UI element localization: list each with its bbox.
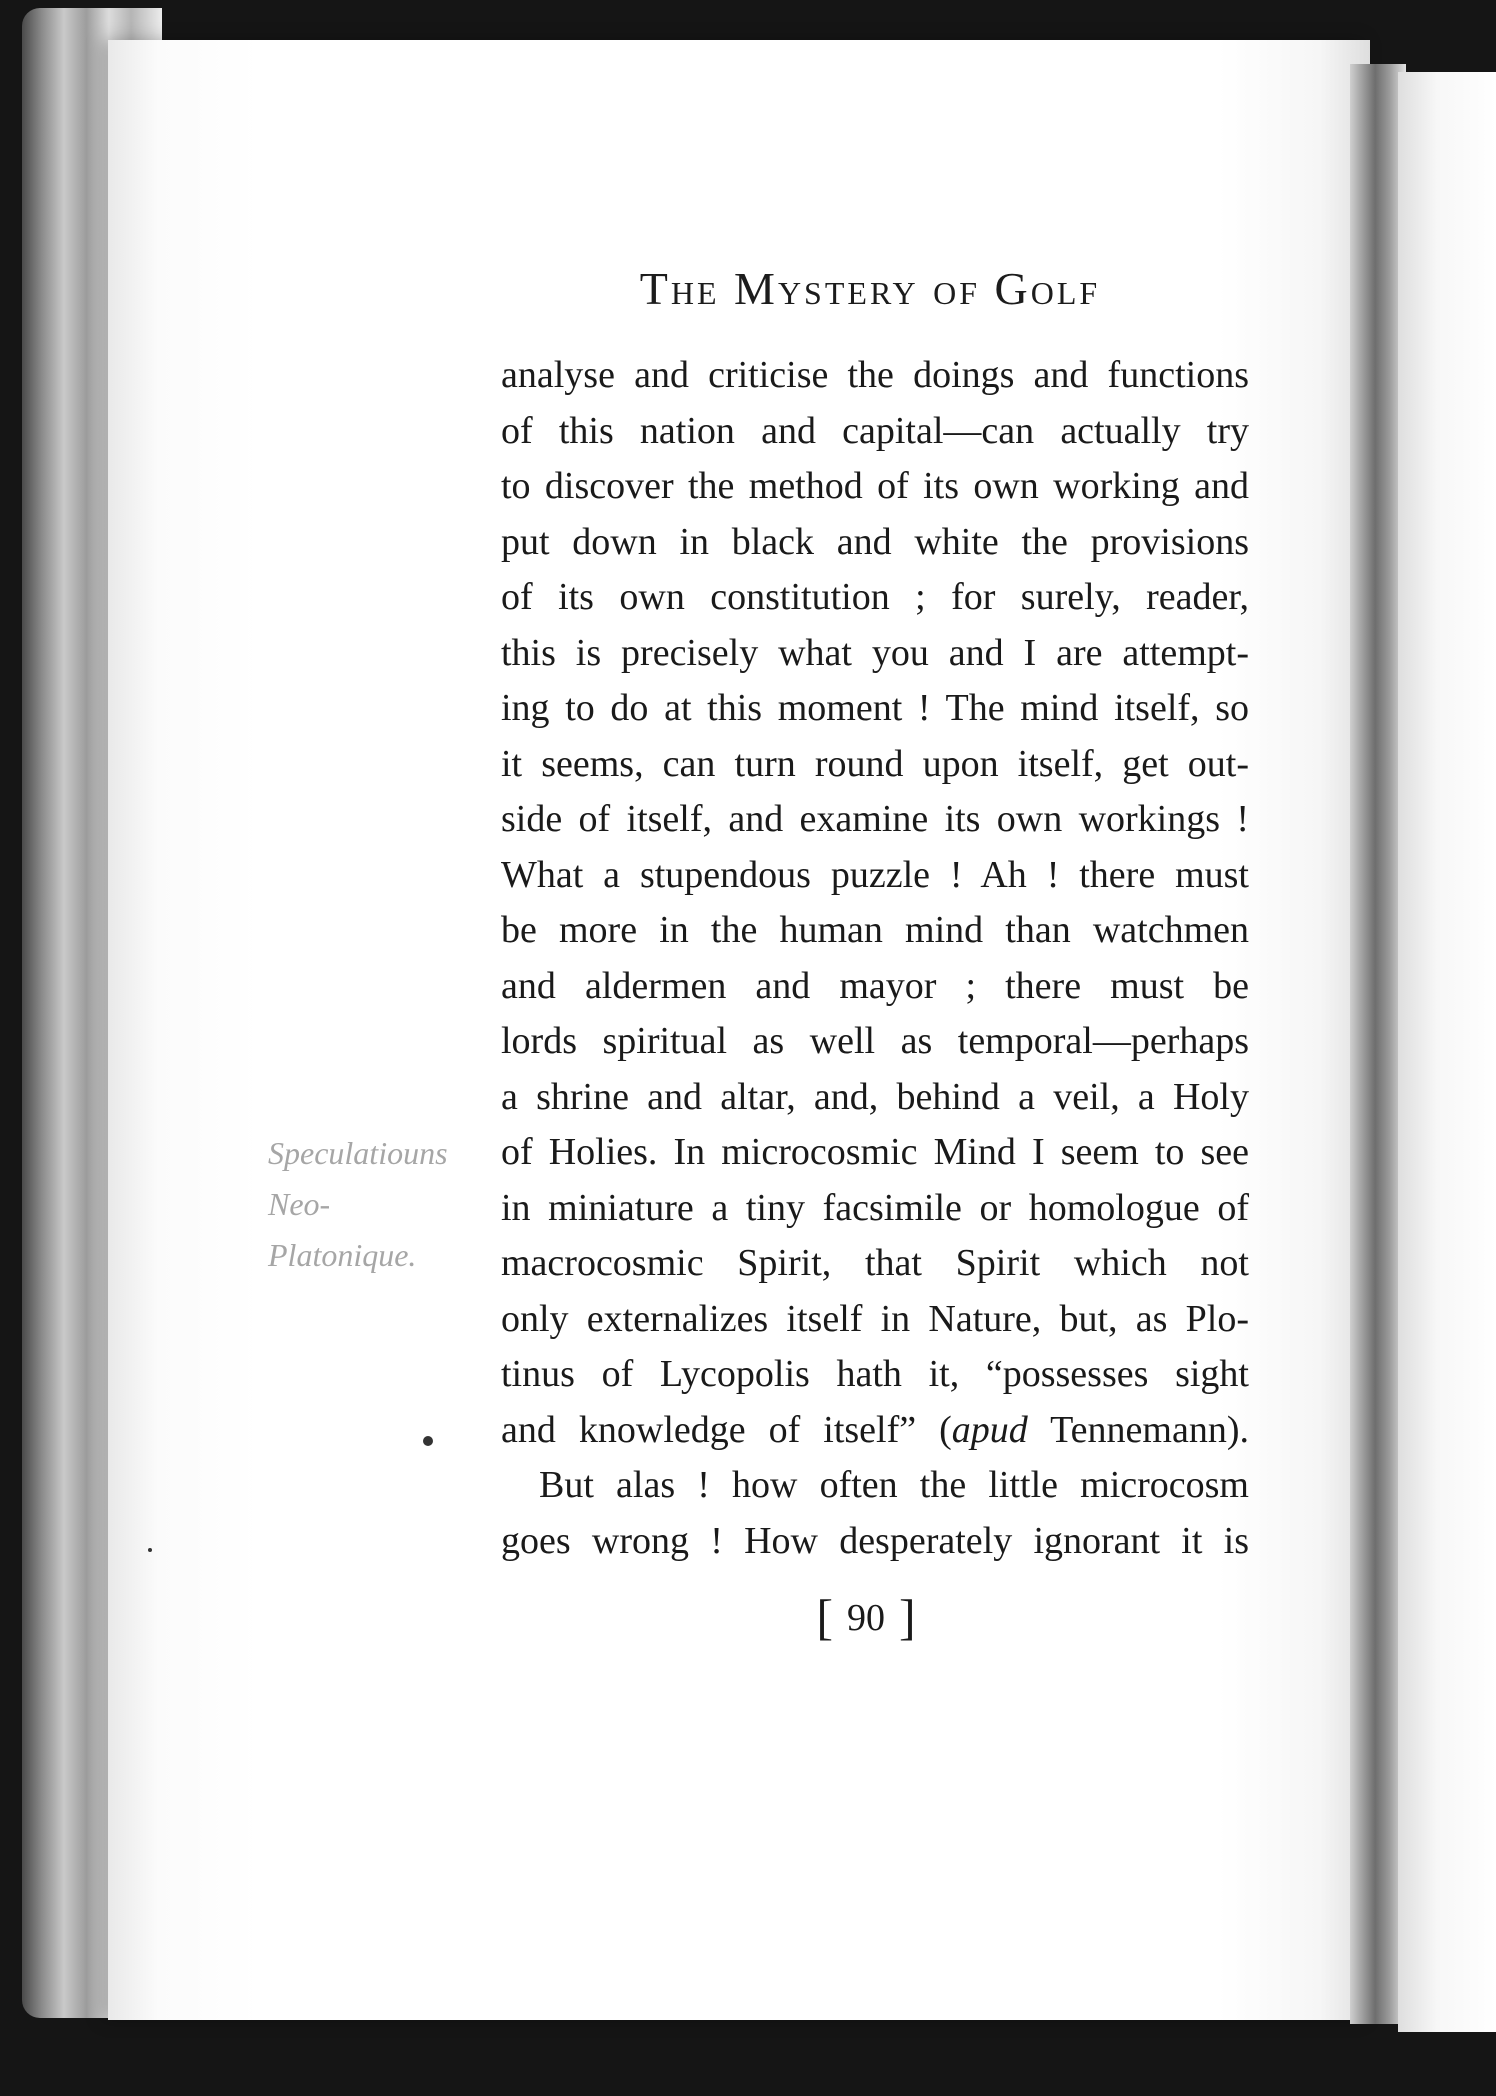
margin-note — [268, 1128, 498, 1281]
folio-number: 90 — [847, 1597, 885, 1639]
ink-speck — [148, 1548, 152, 1552]
folio-open-bracket: [ — [816, 1589, 833, 1645]
text-line: to discover the method of its own working and — [501, 465, 1249, 507]
body-text — [501, 348, 1249, 1569]
text-line: side of itself, and examine its own workings ! — [501, 798, 1249, 840]
italic-word: apud — [951, 1408, 1028, 1451]
text-segment: and knowledge of itself” ( — [501, 1408, 952, 1451]
margin-note-line: Speculatiouns — [268, 1135, 448, 1171]
text-line: only externalizes itself in Nature, but, as Plo- — [501, 1297, 1249, 1340]
text-line: in miniature a tiny facsimile or homologue of — [501, 1186, 1249, 1229]
ink-speck — [423, 1436, 433, 1446]
facing-page-edge — [1398, 72, 1496, 2032]
page-number — [500, 1588, 1232, 1646]
text-line: it seems, can turn round upon itself, get out- — [501, 742, 1249, 785]
margin-note-line: Platonique. — [268, 1237, 417, 1273]
text-line: goes wrong ! How desperately ignorant it is — [501, 1519, 1249, 1562]
margin-note-line: Neo- — [268, 1186, 331, 1222]
text-line: analyse and criticise the doings and functions — [501, 354, 1249, 396]
text-line: tinus of Lycopolis hath it, “possesses sight — [501, 1353, 1249, 1395]
text-line: a shrine and altar, and, behind a veil, a Holy — [501, 1075, 1249, 1118]
paragraph-start-line: But alas ! how often the little microcosm — [539, 1464, 1249, 1506]
text-line: be more in the human mind than watchmen — [501, 909, 1249, 951]
folio-close-bracket: ] — [899, 1589, 916, 1645]
text-line: lords spiritual as well as temporal—perhaps — [501, 1020, 1249, 1062]
running-head: The Mystery of Golf — [639, 263, 1101, 314]
text-line: macrocosmic Spirit, that Spirit which not — [501, 1242, 1249, 1284]
text-line: this is precisely what you and I are attempt- — [501, 631, 1249, 674]
text-line: of this nation and capital—can actually try — [501, 409, 1249, 452]
text-line: ing to do at this moment ! The mind itself, so — [501, 687, 1249, 729]
text-line: of Holies. In microcosmic Mind I seem to see — [501, 1131, 1249, 1173]
text-line: of its own constitution ; for surely, reader, — [501, 576, 1249, 618]
text-line: put down in black and white the provisions — [501, 520, 1249, 563]
text-line-with-italic — [501, 1403, 1249, 1459]
text-segment: Tennemann). — [1027, 1408, 1249, 1451]
text-line: and aldermen and mayor ; there must be — [501, 964, 1249, 1007]
text-line: What a stupendous puzzle ! Ah ! there must — [501, 853, 1249, 896]
